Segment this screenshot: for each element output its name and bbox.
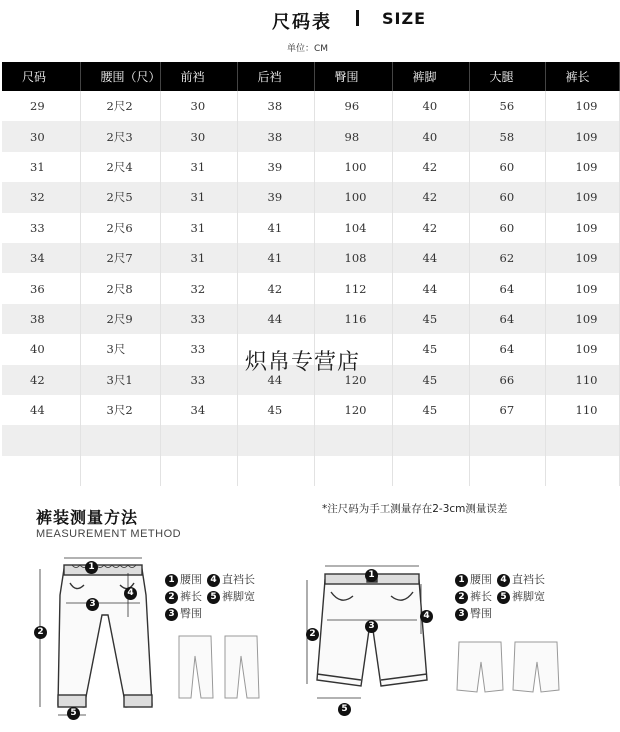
marker-2: 2 <box>34 626 47 639</box>
table-cell: 60 <box>469 213 545 243</box>
table-cell: 110 <box>545 395 619 425</box>
table-cell: 41 <box>237 243 314 273</box>
table-cell: 33 <box>2 213 80 243</box>
title-cn: 尺码表 <box>272 12 332 33</box>
table-cell: 31 <box>2 152 80 182</box>
table-cell: 3尺1 <box>80 365 160 395</box>
table-cell: 33 <box>160 304 237 334</box>
table-cell: 109 <box>545 213 619 243</box>
table-cell: 98 <box>314 121 392 151</box>
marker-1: 1 <box>85 561 98 574</box>
measurement-note: *注尺码为手工测量存在2-3cm测量误差 <box>322 503 508 515</box>
table-cell: 62 <box>469 243 545 273</box>
legend-rise: 4 直裆长 <box>207 571 255 587</box>
table-cell: 45 <box>392 304 469 334</box>
table-cell: 39 <box>237 182 314 212</box>
table-cell: 108 <box>314 243 392 273</box>
table-cell <box>545 456 619 486</box>
table-cell: 44 <box>392 273 469 303</box>
table-cell: 2尺9 <box>80 304 160 334</box>
legend-waist: 1 腰围 <box>165 571 202 587</box>
table-cell: 44 <box>237 304 314 334</box>
table-cell: 100 <box>314 182 392 212</box>
measurement-subtitle: MEASUREMENT METHOD <box>36 528 182 540</box>
table-row <box>2 182 619 212</box>
table-cell <box>392 456 469 486</box>
table-cell: 2尺8 <box>80 273 160 303</box>
table-row <box>2 243 619 273</box>
table-cell: 30 <box>2 121 80 151</box>
shorts-marker-2: 2 <box>306 628 319 641</box>
table-cell: 33 <box>160 334 237 364</box>
table-row <box>2 304 619 334</box>
table-cell: 41 <box>237 213 314 243</box>
table-cell: 110 <box>545 365 619 395</box>
shorts-legend-length: 2 裤长 <box>455 588 492 604</box>
long-pants-diagram <box>30 555 160 725</box>
table-cell: 31 <box>160 243 237 273</box>
table-cell: 38 <box>237 121 314 151</box>
table-cell: 45 <box>392 365 469 395</box>
table-cell <box>545 425 619 455</box>
legend-hip: 3 臀围 <box>165 605 202 621</box>
table-cell <box>314 456 392 486</box>
table-cell: 45 <box>392 395 469 425</box>
table-cell: 109 <box>545 182 619 212</box>
table-cell: 109 <box>545 121 619 151</box>
table-cell: 2尺3 <box>80 121 160 151</box>
table-cell: 66 <box>469 365 545 395</box>
table-cell: 44 <box>237 365 314 395</box>
column-header: 腰围（尺） <box>80 62 160 91</box>
table-cell: 42 <box>2 365 80 395</box>
table-cell: 120 <box>314 365 392 395</box>
table-cell: 3尺 <box>80 334 160 364</box>
shop-watermark: 炽帛专营店 <box>245 350 361 375</box>
table-cell: 109 <box>545 152 619 182</box>
table-cell: 42 <box>392 152 469 182</box>
long-pants-thumbnails <box>175 632 265 702</box>
table-cell: 109 <box>545 243 619 273</box>
table-cell: 40 <box>392 91 469 121</box>
table-cell <box>2 425 80 455</box>
table-cell: 67 <box>469 395 545 425</box>
table-cell: 40 <box>392 121 469 151</box>
table-cell <box>80 456 160 486</box>
table-cell: 2尺6 <box>80 213 160 243</box>
table-cell: 29 <box>2 91 80 121</box>
table-cell <box>314 425 392 455</box>
table-cell: 109 <box>545 273 619 303</box>
unit-label: 单位：CM <box>287 44 329 54</box>
shorts-marker-5: 5 <box>338 703 351 716</box>
table-cell <box>237 456 314 486</box>
column-header: 前裆 <box>160 62 237 91</box>
shorts-legend-waist: 1 腰围 <box>455 571 492 587</box>
table-row <box>2 213 619 243</box>
column-header: 裤脚 <box>392 62 469 91</box>
marker-5: 5 <box>67 707 80 720</box>
table-cell: 116 <box>314 304 392 334</box>
table-cell: 60 <box>469 182 545 212</box>
shorts-marker-4: 4 <box>420 610 433 623</box>
column-header: 大腿 <box>469 62 545 91</box>
shorts-thumbnails <box>455 638 565 698</box>
table-cell: 104 <box>314 213 392 243</box>
table-cell <box>160 425 237 455</box>
table-cell: 40 <box>2 334 80 364</box>
table-cell: 44 <box>2 395 80 425</box>
table-cell: 64 <box>469 304 545 334</box>
shorts-legend-rise: 4 直裆长 <box>497 571 545 587</box>
marker-3: 3 <box>86 598 99 611</box>
table-cell: 112 <box>314 273 392 303</box>
table-row <box>2 121 619 151</box>
column-header: 臀围 <box>314 62 392 91</box>
table-header-row <box>2 62 619 91</box>
table-cell: 96 <box>314 91 392 121</box>
table-cell: 30 <box>160 91 237 121</box>
table-cell: 36 <box>2 273 80 303</box>
shorts-diagram <box>295 560 445 720</box>
table-cell: 39 <box>237 152 314 182</box>
table-cell <box>80 425 160 455</box>
table-cell: 42 <box>237 273 314 303</box>
table-cell: 34 <box>160 395 237 425</box>
table-cell: 33 <box>160 365 237 395</box>
shorts-legend-hem: 5 裤脚宽 <box>497 588 545 604</box>
table-cell: 64 <box>469 273 545 303</box>
title-separator <box>356 10 359 26</box>
table-cell: 32 <box>160 273 237 303</box>
table-cell: 31 <box>160 152 237 182</box>
table-cell: 44 <box>392 243 469 273</box>
column-header: 尺码 <box>2 62 80 91</box>
table-cell: 42 <box>392 213 469 243</box>
table-cell <box>237 425 314 455</box>
table-cell: 31 <box>160 182 237 212</box>
table-cell: 34 <box>2 243 80 273</box>
shorts-legend-hip: 3 臀围 <box>455 605 492 621</box>
table-cell: 31 <box>160 213 237 243</box>
table-row <box>2 152 619 182</box>
table-cell: 58 <box>469 121 545 151</box>
table-cell: 2尺5 <box>80 182 160 212</box>
table-cell: 109 <box>545 91 619 121</box>
legend-length: 2 裤长 <box>165 588 202 604</box>
title-en: SIZE <box>382 9 427 28</box>
table-cell: 2尺7 <box>80 243 160 273</box>
table-cell: 42 <box>392 182 469 212</box>
marker-4: 4 <box>124 587 137 600</box>
shorts-marker-1: 1 <box>365 569 378 582</box>
table-cell: 109 <box>545 304 619 334</box>
table-cell <box>2 456 80 486</box>
table-cell: 109 <box>545 334 619 364</box>
table-cell: 64 <box>469 334 545 364</box>
table-cell: 3尺2 <box>80 395 160 425</box>
table-cell: 2尺4 <box>80 152 160 182</box>
legend-hem: 5 裤脚宽 <box>207 588 255 604</box>
column-header: 后裆 <box>237 62 314 91</box>
table-body <box>2 91 619 486</box>
table-cell: 38 <box>2 304 80 334</box>
size-chart-header <box>0 0 620 60</box>
table-cell: 56 <box>469 91 545 121</box>
table-cell <box>469 456 545 486</box>
table-cell: 30 <box>160 121 237 151</box>
measurement-title: 裤装测量方法 <box>36 508 139 527</box>
table-cell <box>469 425 545 455</box>
table-cell: 120 <box>314 395 392 425</box>
table-row <box>2 395 619 425</box>
table-cell: 2尺2 <box>80 91 160 121</box>
column-header: 裤长 <box>545 62 619 91</box>
size-table <box>2 62 620 486</box>
table-row <box>2 91 619 121</box>
table-row <box>2 425 619 455</box>
table-cell: 45 <box>237 395 314 425</box>
table-cell: 100 <box>314 152 392 182</box>
shorts-marker-3: 3 <box>365 620 378 633</box>
table-cell: 32 <box>2 182 80 212</box>
table-cell <box>160 456 237 486</box>
table-cell <box>392 425 469 455</box>
table-row <box>2 456 619 486</box>
table-row <box>2 273 619 303</box>
table-cell: 60 <box>469 152 545 182</box>
table-cell: 45 <box>392 334 469 364</box>
table-cell: 38 <box>237 91 314 121</box>
